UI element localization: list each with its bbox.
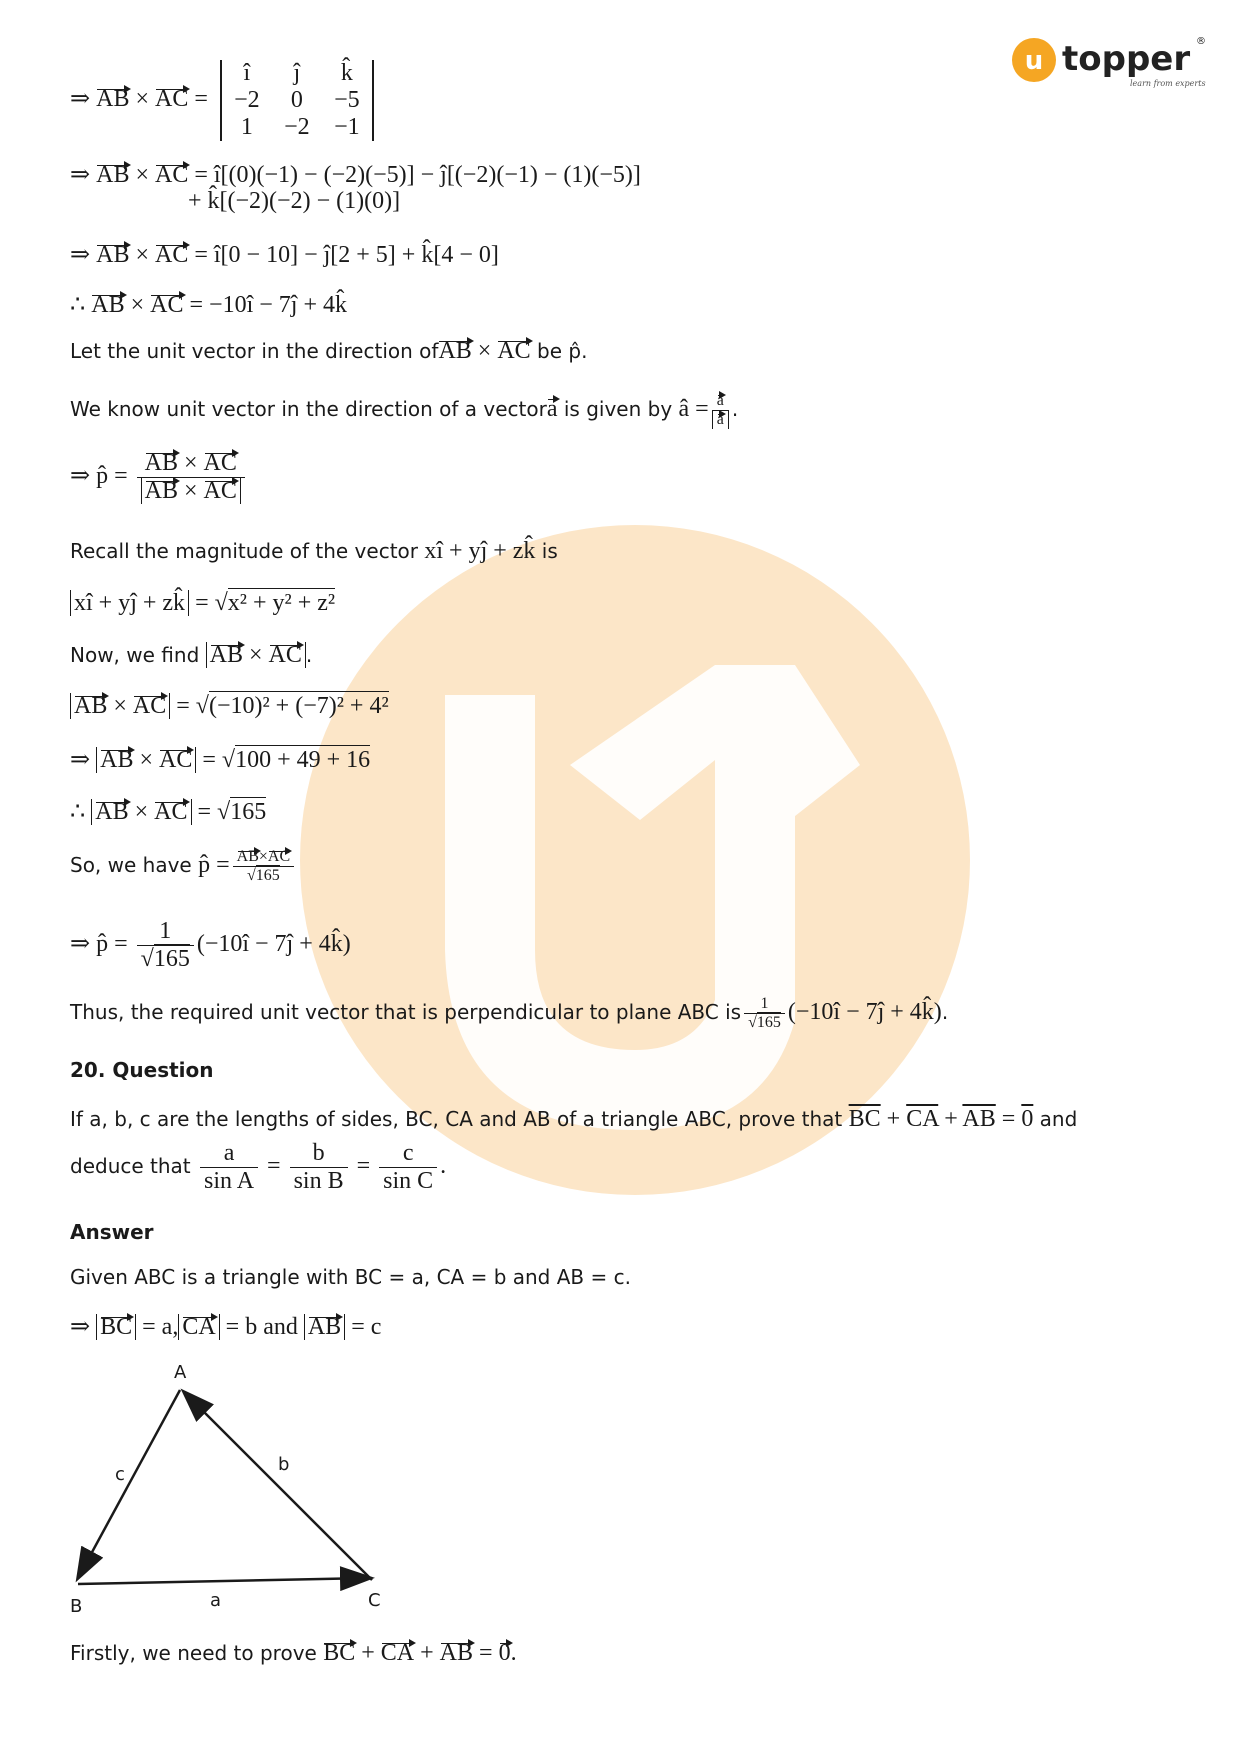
triangle-diagram (60, 1360, 400, 1620)
so-we-have: So, we have p̂ = $\frac{AB\times AC}{√165}$ (70, 848, 297, 885)
side-a-label: a (210, 1590, 222, 1611)
side-c-label: c (115, 1464, 125, 1485)
answer-heading: Answer (70, 1220, 154, 1244)
logo-letter: u (1024, 46, 1044, 76)
recall-magnitude: Recall the magnitude of the vector xî + yĵ + zk̂ is (70, 538, 558, 564)
vertex-b-label: B (70, 1596, 83, 1617)
side-b-label: b (278, 1454, 290, 1475)
firstly-statement: Firstly, we need to prove BC + CA + AB = 0. (70, 1640, 517, 1666)
now-find-statement: Now, we find AB × AC . (70, 642, 313, 668)
question-heading: 20. Question (70, 1058, 214, 1082)
side-c-arrow (78, 1390, 180, 1578)
deduce-statement: deduce that $\frac{a}{\text{sin A}}$ = $\frac{b}{\text{sin B}}$ = $\frac{c}{\text{sin C}}$ . (70, 1140, 447, 1194)
vertex-a-label: A (174, 1362, 187, 1383)
expansion-line-1: ⇒ AB × AC = î[(0)(−1) − (−2)(−5)] − ĵ[(−2)(−1) − (1)(−5)] (70, 162, 641, 188)
vertex-c-label: C (368, 1590, 381, 1611)
expansion-line-1b: + k̂[(−2)(−2) − (1)(0)] (188, 188, 401, 214)
cross-product-result: ∴ AB × AC = −10î − 7ĵ + 4k̂ (70, 292, 347, 318)
conclusion-statement: Thus, the required unit vector that is perpendicular to plane ABC is $\frac{1}{√165}$ (−10î − 7ĵ + 4k̂). (70, 995, 949, 1031)
given-statement: Given ABC is a triangle with BC = a, CA = b and AB = c. (70, 1265, 631, 1289)
given-magnitudes: ⇒ BC = a, CA = b and AB = c (70, 1314, 382, 1340)
side-b-arrow (184, 1392, 372, 1580)
p-hat-result: ⇒ p̂ = $\frac{1}{√165}$ (−10î − 7ĵ + 4k̂) (70, 918, 351, 972)
question-text: If a, b, c are the lengths of sides, BC, CA and AB of a triangle ABC, prove that $\overline{BC} + \overline{CA} + \overline{AB} = 0$ and (70, 1106, 1078, 1132)
unit-vector-statement: Let the unit vector in the direction ofAB × AC be p̂. (70, 338, 588, 364)
determinant-matrix: î ĵ k̂ −2 0 −5 1 −2 −1 (220, 60, 374, 141)
magnitude-step-2: ⇒ AB × AC = √100 + 49 + 16 (70, 747, 371, 773)
magnitude-formula: xî + yĵ + zk̂ = √x² + y² + z² (70, 590, 335, 617)
expansion-line-2: ⇒ AB × AC = î[0 − 10] − ĵ[2 + 5] + k̂[4 − 0] (70, 242, 499, 268)
unit-vector-definition: We know unit vector in the direction of a vectora is given by â = $\frac{a}{a}$ . (70, 392, 739, 428)
logo-registered: ® (1196, 36, 1206, 47)
side-a-arrow (78, 1578, 370, 1584)
logo-brand: topper (1062, 39, 1191, 79)
magnitude-step-1: AB × AC = √(−10)² + (−7)² + 4² (70, 693, 389, 720)
magnitude-step-3: ∴ AB × AC = √165 (70, 799, 267, 825)
logo-tagline: learn from experts (1130, 79, 1206, 88)
cross-product-determinant: ⇒ AB × AC = î ĵ k̂ −2 0 −5 1 −2 −1 (70, 60, 374, 141)
p-hat-definition: ⇒ p̂ = $\frac{AB \times AC}{AB \times AC}$ (70, 450, 248, 505)
